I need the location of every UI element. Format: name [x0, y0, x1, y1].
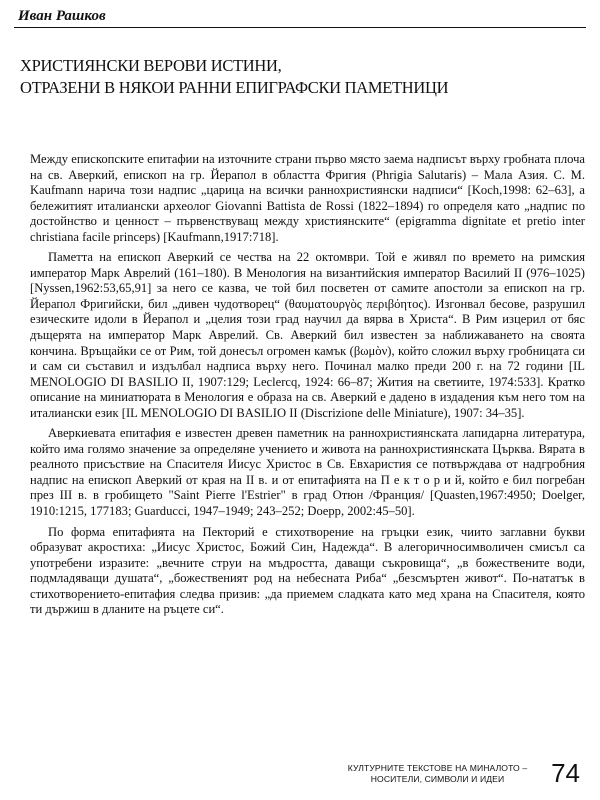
article-title [20, 55, 580, 99]
footer-line-2: НОСИТЕЛИ, СИМВОЛИ И ИДЕИ [370, 774, 505, 784]
article-body [30, 152, 585, 618]
page-number: 74 [551, 758, 580, 788]
article-title-line-1: ХРИСТИЯНСКИ ВЕРОВИ ИСТИНИ, [20, 56, 282, 75]
body-paragraph-1: Между епископските епитафии на източните страни първо място заема надписът върху гробната плоча на св. Аверкий, епископ на гр. Йерапол в областта Фригия (Phrigia Salutaris) – Мала Азия. С. М. Kaufmann нарича този надпис „царица на всички раннохристиянски надписи“ [Koch,1998: 62–63], а бележитият италиански археолог Giovanni Battista de Rossi (1822–1894) го определя като „надпис по достойнство и ценност – първенствуващ между християнските“ (epigramma dignitate et pretio inter christiana facile princeps) [Kaufmann,1917:718]. [30, 152, 585, 244]
running-header-author: Иван Рашков [18, 8, 106, 24]
header-rule [14, 27, 586, 28]
running-footer [330, 758, 580, 792]
body-paragraph-3: Аверкиевата епитафия е известен древен паметник на раннохристиянската лапидарна литература, който има голямо значение за определяне учението и живота на раннохристиянската Църква. Вярата в реалното присъствие на Спасителя Иисус Христос в Св. Евхаристия се потвърждава от надгробния надпис на епископ Аверкий от края на II в. и от епитафията на П е к т о р и й, който е бил погребан през III в. в гробището "Saint Pierre l'Estrier" в град Отюн /Франция/ [Quasten,1967:4950; Doelger, 1910:1215, 177183; Guarducci, 1947–1949; 243–252; Doepp, 2002:45–50]. [30, 426, 585, 519]
body-paragraph-2: Паметта на епископ Аверкий се чества на 22 октомври. Той е живял по времето на римския император Марк Аврелий (161–180). В Менология на византийския император Василий II (976–1025) [Nyssen,1962:53,65,91] за него се казва, че той бил посветен от самите апостоли за епископ на гр. Йерапол Фригийски, бил „дивен чудотворец“ (θαυματουργὸς περιβόητος). Изгонвал бесове, разрушил езическите идоли в Йерапол и „целия този град научил да вярва в Христа“. В Рим изцерил от бяс дъщерята на император Марк Аврелий. Св. Аверкий бил известен за наближаването на своята кончина. Връщайки се от Рим, той донесъл огромен камък (βωμὸν), който сложил върху гробницата си и сам си съставил и издълбал надписа върху него. Починал малко преди 200 г. на 72 години [IL MENOLOGIO DI BASILIO II, 1907:129; Leclercq, 1924: 66–87; Жития на светиите, 1974:533]. Кратко описание на миниатюрата в Менология е образа на св. Аверкий е дадено в издадения към него том на италиански език [IL MENOLOGIO DI BASILIO II (Discrizione delle Miniature), 1907: 34–35]. [30, 250, 585, 420]
article-title-line-2: ОТРАЗЕНИ В НЯКОИ РАННИ ЕПИГРАФСКИ ПАМЕТНИЦИ [20, 78, 449, 97]
footer-line-1: КУЛТУРНИТЕ ТЕКСТОВЕ НА МИНАЛОТО – [347, 763, 528, 773]
body-paragraph-4: По форма епитафията на Пекторий е стихотворение на гръцки език, чиито заглавни букви образуват акростиха: „Иисус Христос, Божий Син, Надежда“. В алегоричносимволичен смисъл са употребени изразите: „вечните струи на мъдростта, даващи съкровища“, „в божествените води, подмладяващи душата“, „божественият род на небесната Риба“ „безсмъртен живот“. По-нататък в стихотворението-епитафия следва призив: „да приемем сладката като мед храна на Спасителя, която ти държиш в дланите на ръцете си“. [30, 524, 585, 617]
footer-series-title [330, 763, 545, 785]
